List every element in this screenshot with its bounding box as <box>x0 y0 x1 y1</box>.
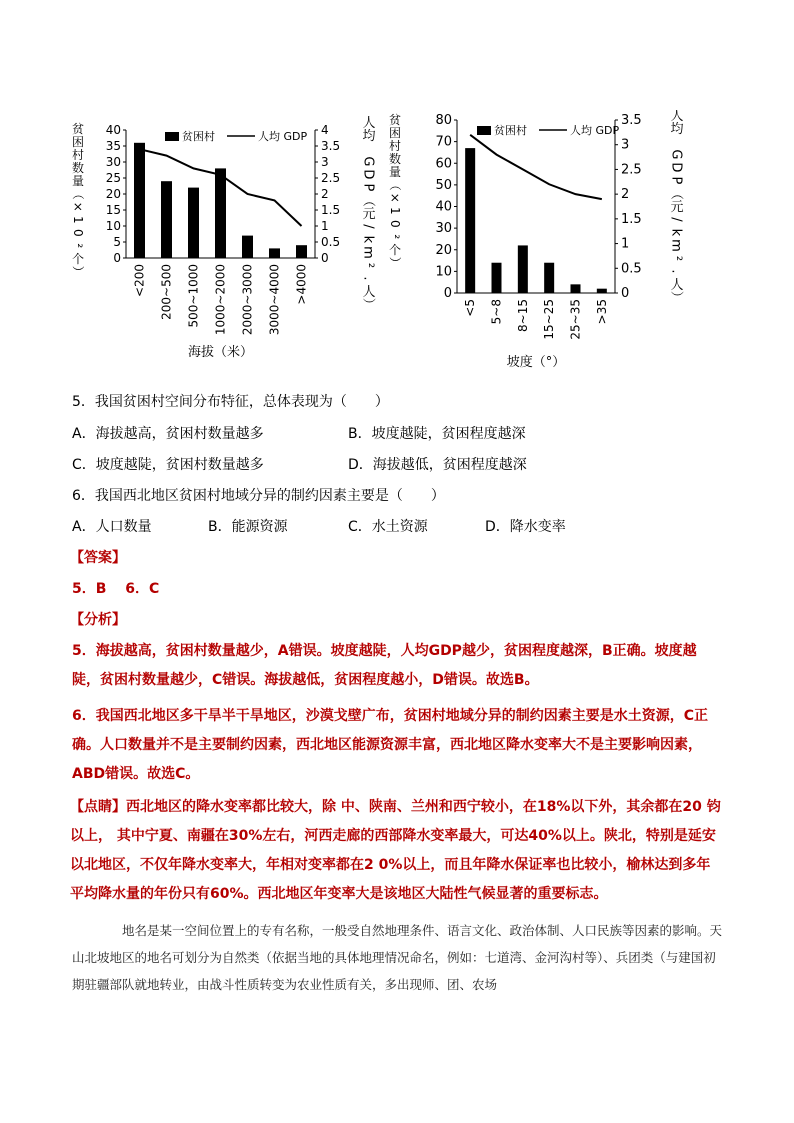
bar-8~15 <box>518 245 528 293</box>
y-tick-label: 25 <box>105 171 121 185</box>
y2-axis-title-char: m <box>668 239 684 252</box>
y2-axis-title-char: G <box>668 149 684 160</box>
x-tick-label: >35 <box>594 299 609 325</box>
tip-text: 西北地区的降水变率都比较大，除 中、陕南、兰州和西宁较小，在18%以下外，其余都在20 钧以上， 其中宁夏、南疆在30%左右，河西走廊的西部降水变率最大，可达40%以上。陕北，特别是延安以北地区，不仅年降水变率大，年相对变率都在2 0%以上，而且年降水保证率也比较小，榆林达到多年平均降水量的年份只有60%。西北地区年变率大是该地区大陆性气候显著的重要标志。 <box>70 799 721 902</box>
question-5-stem: 5．我国贫困村空间分布特征，总体表现为（ ） <box>72 394 389 410</box>
legend-bar-swatch <box>165 132 179 141</box>
y-axis-title-char: 量 <box>71 174 85 188</box>
y2-tick-label: 0.5 <box>621 261 642 277</box>
y-tick-label: 10 <box>105 219 121 233</box>
y2-tick-label: 1 <box>621 236 630 252</box>
bar-<5 <box>465 148 475 293</box>
question-6-option-b[interactable]: B．能源资源 <box>208 519 288 535</box>
bar->35 <box>597 289 607 293</box>
y-tick-label: 0 <box>443 286 452 301</box>
x-tick-label: 5~8 <box>489 299 504 325</box>
y2-axis-title-char: . <box>668 269 684 274</box>
y-tick-label: 10 <box>435 264 452 280</box>
y2-axis-title-char: 元 <box>362 207 376 222</box>
y2-axis-title-char: ） <box>360 297 376 311</box>
slope-chart <box>385 110 695 375</box>
y-tick-label: 70 <box>435 134 452 150</box>
y2-tick-label: 2.5 <box>621 162 642 178</box>
y2-axis-title-char: P <box>360 183 376 192</box>
y-axis-title-char: 1 <box>387 206 402 215</box>
y-axis-title-char: 困 <box>71 135 85 149</box>
question-6-option-d[interactable]: D．降水变率 <box>485 519 566 535</box>
y-axis-title-char: 村 <box>388 139 402 153</box>
y-tick-label: 40 <box>105 123 121 137</box>
y2-axis-title-char: ² <box>360 262 376 269</box>
legend-bar-swatch <box>477 126 491 135</box>
answer-text: 5．B 6．C <box>72 581 160 597</box>
question-5-option-a[interactable]: A．海拔越高，贫困村数量越多 <box>72 426 264 442</box>
question-5-option-c[interactable]: C．坡度越陡，贫困村数量越多 <box>72 457 264 473</box>
x-tick-label: <5 <box>463 299 478 317</box>
y-tick-label: 35 <box>105 139 121 153</box>
y2-tick-label: 3 <box>321 155 329 169</box>
y-tick-label: 5 <box>113 235 121 249</box>
x-tick-label: 8~15 <box>515 299 530 332</box>
y2-tick-label: 0 <box>321 251 329 265</box>
x-tick-label: 200~500 <box>159 264 174 320</box>
y-tick-label: 30 <box>435 221 452 237</box>
y2-tick-label: 0.5 <box>321 235 341 249</box>
gdp-line <box>470 135 602 199</box>
altitude-chart <box>70 115 390 365</box>
question-6-option-c[interactable]: C．水土资源 <box>348 519 428 535</box>
analysis-tag: 【分析】 <box>70 612 126 628</box>
y2-axis-title-char: D <box>360 169 376 180</box>
question-5-option-d[interactable]: D．海拔越低，贫困程度越深 <box>348 457 527 473</box>
bar-3000~4000 <box>269 248 280 258</box>
y-axis-title-char: 量 <box>388 165 402 179</box>
y2-tick-label: 3.5 <box>621 113 642 128</box>
x-tick-label: 2000~3000 <box>240 264 255 336</box>
y2-tick-label: 1.5 <box>621 211 642 227</box>
y-axis-title-char: 1 <box>70 215 85 224</box>
x-tick-label: 15~25 <box>542 299 557 340</box>
y2-tick-label: 2 <box>621 187 630 203</box>
bar->4000 <box>296 245 307 258</box>
y-axis-title-char: × <box>70 201 85 212</box>
x-axis-title: 坡度（°） <box>506 355 566 370</box>
y-axis-title-char: （ <box>70 187 85 200</box>
y2-axis-title-char: 人 <box>670 110 684 124</box>
y-tick-label: 0 <box>113 251 121 265</box>
y-axis-title-char: （ <box>387 178 402 191</box>
x-tick-label: 500~1000 <box>186 264 201 328</box>
y-axis-title-char: 困 <box>388 126 402 140</box>
y2-tick-label: 0 <box>621 286 630 301</box>
y2-axis-title-char: 人 <box>670 278 684 293</box>
y2-axis-title-char: （ <box>360 193 376 207</box>
y2-axis-title-char: 人 <box>362 285 376 300</box>
y2-axis-title-char: ） <box>668 290 684 304</box>
y2-axis-title-char: 人 <box>362 116 376 131</box>
answer-tag: 【答案】 <box>70 550 126 566</box>
y-tick-label: 15 <box>105 203 121 217</box>
x-tick-label: 3000~4000 <box>267 264 282 336</box>
tip-block <box>70 793 724 909</box>
x-tick-label: 25~35 <box>568 299 583 340</box>
y2-tick-label: 1 <box>321 219 329 233</box>
tip-tag: 【点睛】 <box>70 799 126 815</box>
y2-axis-title-char: D <box>668 162 684 173</box>
legend-bar-label: 贫困村 <box>494 124 527 137</box>
y-tick-label: 60 <box>435 156 452 172</box>
reading-passage <box>72 917 724 998</box>
bar-15~25 <box>544 263 554 293</box>
y2-axis-title-char: m <box>360 246 376 259</box>
question-6-option-a[interactable]: A．人口数量 <box>72 519 152 535</box>
y-axis-title-char: 数 <box>388 152 402 166</box>
analysis-5: 5．海拔越高，贫困村数量越少，A错误。坡度越陡，人均GDP越少，贫困程度越深，B正确。坡度越陡，贫困村数量越少，C错误。海拔越低，贫困程度越小，D错误。故选B。 <box>72 643 697 688</box>
y2-axis-title-char: 均 <box>362 129 376 144</box>
y-axis-title-char: 0 <box>387 219 402 228</box>
bar-<200 <box>134 143 145 258</box>
y-axis-title-char: 个 <box>71 252 85 266</box>
y-axis-title-char: ² <box>70 243 85 249</box>
legend-line-label: 人均 GDP <box>258 130 308 143</box>
passage-text: 地名是某一空间位置上的专有名称，一般受自然地理条件、语言文化、政治体制、人口民族等因素的影响。天山北坡地区的地名可划分为自然类（依据当地的具体地理情况命名，例如：七道湾、金河沟村等）、兵团类（与建国初期驻疆部队就地转业，由战斗性质转变为农业性质有关，多出现师、团、农场 <box>72 923 723 992</box>
y2-tick-label: 3.5 <box>321 139 341 153</box>
bar-5~8 <box>492 263 502 293</box>
x-tick-label: <200 <box>132 264 147 297</box>
bar-2000~3000 <box>242 236 253 258</box>
question-5-option-b[interactable]: B．坡度越陡，贫困程度越深 <box>348 426 526 442</box>
y-axis-title-char: 村 <box>71 148 85 162</box>
bar-200~500 <box>161 181 172 258</box>
y-axis-title-char: 个 <box>388 243 402 257</box>
y-axis-title-char: 0 <box>70 228 85 237</box>
y-tick-label: 20 <box>105 187 121 201</box>
y-tick-label: 30 <box>105 155 121 169</box>
bar-1000~2000 <box>215 168 226 258</box>
x-tick-label: >4000 <box>294 264 309 305</box>
legend-line-label: 人均 GDP <box>570 124 620 137</box>
y-tick-label: 80 <box>435 113 452 128</box>
question-6-stem: 6．我国西北地区贫困村地域分异的制约因素主要是（ ） <box>72 488 445 504</box>
y2-tick-label: 2.5 <box>321 171 341 185</box>
y2-tick-label: 1.5 <box>321 203 341 217</box>
y2-tick-label: 4 <box>321 123 329 137</box>
y2-tick-label: 3 <box>621 137 630 153</box>
y2-axis-title-char: k <box>360 235 376 244</box>
legend-bar-label: 贫困村 <box>182 130 215 143</box>
y-axis-title-char: 贫 <box>71 122 85 136</box>
y-axis-title-char: ） <box>70 265 85 278</box>
y2-axis-title-char: . <box>360 276 376 281</box>
y2-axis-title-char: k <box>668 228 684 237</box>
y-axis-title-char: 数 <box>71 161 85 175</box>
y2-axis-title-char: G <box>360 156 376 167</box>
y-tick-label: 20 <box>435 242 452 258</box>
y-tick-label: 40 <box>435 199 452 215</box>
y-axis-title-char: 贫 <box>388 113 402 127</box>
y-tick-label: 50 <box>435 177 452 193</box>
bar-500~1000 <box>188 188 199 258</box>
y2-axis-title-char: （ <box>668 186 684 200</box>
y-axis-title-char: ） <box>387 256 402 269</box>
y2-axis-title-char: ² <box>668 255 684 262</box>
x-axis-title: 海拔（米） <box>187 345 254 360</box>
y2-tick-label: 2 <box>321 187 329 201</box>
y2-axis-title-char: / <box>360 224 376 229</box>
x-tick-label: 1000~2000 <box>213 264 228 336</box>
y2-axis-title-char: / <box>668 217 684 222</box>
y-axis-title-char: × <box>387 192 402 203</box>
y2-axis-title-char: 均 <box>670 122 684 137</box>
y2-axis-title-char: 元 <box>670 200 684 215</box>
y-axis-title-char: ² <box>387 234 402 240</box>
analysis-6: 6．我国西北地区多干旱半干旱地区，沙漠戈壁广布，贫困村地域分异的制约因素主要是水土资源，C正确。人口数量并不是主要制约因素，西北地区能源资源丰富，西北地区降水变率大不是主要影响因素，ABD错误。故选C。 <box>72 708 709 782</box>
bar-25~35 <box>571 284 581 293</box>
y2-axis-title-char: P <box>668 176 684 185</box>
